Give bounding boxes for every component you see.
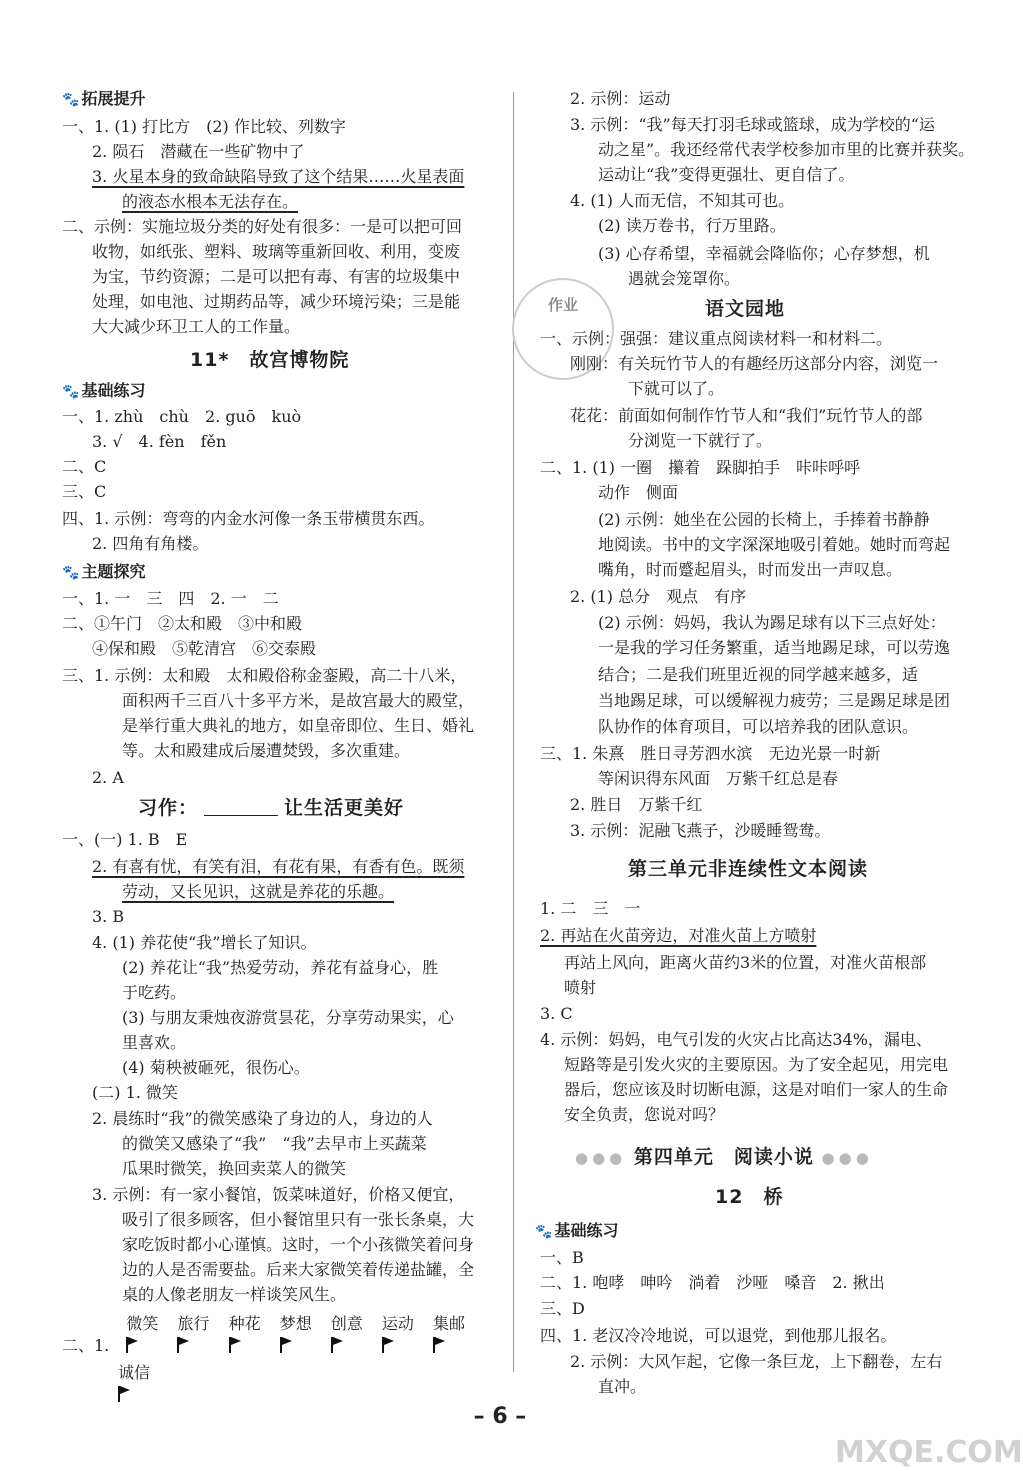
paw-icon: 🐾 (62, 92, 80, 108)
answer-line: 一是我的学习任务繁重，适当地踢足球，可以劳逸 (598, 638, 951, 657)
answer-line: 面积两千三百八十多平方米，是故宫最大的殿堂， (122, 691, 475, 710)
answer-line: 器后，您应该及时切断电源，这是对咱们一家人的生命 (564, 1080, 949, 1099)
answer-line: 喷射 (564, 978, 597, 997)
lesson-title: 11* 故宫博物院 (190, 349, 350, 371)
answer-line: (2) 示例：她坐在公园的长椅上，手捧着书静静 (598, 510, 930, 529)
answer-line: 吸引了很多顾客，但小餐馆里只有一张长条桌，大 (122, 1210, 475, 1229)
flag-row (62, 1313, 465, 1357)
answer-line: 遇就会笼罩你。 (628, 269, 741, 288)
answer-line: 二、①午门 ②太和殿 ③中和殿 (62, 614, 303, 633)
answer-line: 桌的人像老朋友一样谈笑风生。 (122, 1285, 347, 1304)
answer-line: 等闲识得东风面 万紫千红总是春 (598, 769, 839, 788)
answer-line: 3. C (540, 1004, 573, 1023)
watermark: MXQE.COM (835, 1435, 1023, 1470)
flag-icon (229, 1337, 245, 1351)
section-heading-theme: 🐾 主题探究 (62, 562, 146, 581)
answer-line: 3. √ 4. fèn fěn (92, 432, 227, 451)
answer-line: 2. 有喜有忧，有笑有泪，有花有果，有香有色。既须 (92, 857, 465, 876)
answer-line: 2. (1) 总分 观点 有序 (570, 587, 747, 606)
flag-icon (177, 1337, 193, 1351)
answer-line: 劳动，又长见识，这就是养花的乐趣。 (122, 882, 395, 901)
flag-icon (280, 1337, 296, 1351)
answer-line: 等。太和殿建成后屡遭焚毁，多次重建。 (122, 741, 411, 760)
answer-line: (二) 1. 微笑 (92, 1083, 178, 1102)
answer-line: 三、D (540, 1299, 585, 1318)
unit3-title: 第三单元非连续性文本阅读 (628, 858, 869, 880)
column-divider (513, 92, 514, 1372)
answer-line: 瓜果时微笑，换回卖菜人的微笑 (122, 1159, 347, 1178)
answer-line: 运动让“我”变得更强壮、更自信了。 (598, 165, 855, 184)
answer-line: 四、1. 示例：弯弯的内金水河像一条玉带横贯东西。 (62, 509, 435, 528)
flag-item: 梦想 (280, 1313, 312, 1357)
answer-line: 三、1. 朱熹 胜日寻芳泗水滨 无边光景一时新 (540, 744, 881, 763)
answer-line: 里喜欢。 (122, 1033, 187, 1052)
paw-icon: 🐾 (535, 1224, 553, 1240)
paw-icon: 🐾 (62, 384, 80, 400)
answer-line: 的微笑又感染了“我” “我”去早市上买蔬菜 (122, 1134, 427, 1153)
answer-line: 4. (1) 养花使“我”增长了知识。 (92, 933, 317, 952)
answer-line: 安全负责，您说对吗？ (564, 1105, 725, 1124)
answer-line: 花花：前面如何制作竹节人和“我们”玩竹节人的部 (570, 406, 923, 425)
answer-line: 一、1. (1) 打比方 (2) 作比较、列数字 (62, 117, 346, 136)
answer-line: 2. 晨练时“我”的微笑感染了身边的人，身边的人 (92, 1109, 433, 1128)
unit4-title: ●●● 第四单元 阅读小说 ●●● (575, 1146, 873, 1168)
answer-line: 一、B (540, 1248, 584, 1267)
answer-line: 一、1. 一 三 四 2. 一 二 (62, 589, 279, 608)
answer-line: 2. 胜日 万紫千红 (570, 795, 703, 814)
decor-dots: ●●● (821, 1149, 873, 1167)
answer-line: 2. 四角有角楼。 (92, 534, 209, 553)
answer-line: 队协作的体育项目，可以培养我的团队意识。 (598, 717, 919, 736)
writing-title: 习作： 让生活更美好 (138, 797, 405, 819)
answer-line: 直冲。 (598, 1377, 647, 1396)
answer-line: 3. 火星本身的致命缺陷导致了这个结果……火星表面 (92, 167, 465, 186)
answer-line: 1. 二 三 一 (540, 899, 641, 918)
answer-line: 二、1. (1) 一圈 攥着 跺脚拍手 咔咔呼呼 (540, 458, 861, 477)
answer-line: 于吃药。 (122, 983, 187, 1002)
section-heading-basic: 🐾 基础练习 (535, 1221, 619, 1240)
answer-line: 再站上风向，距离火苗约3米的位置，对准火苗根部 (564, 953, 927, 972)
answer-line: 边的人是否需要盐。后来大家微笑着传递盐罐，全 (122, 1260, 475, 1279)
answer-line: 2. 陨石 潜藏在一些矿物中了 (92, 142, 305, 161)
answer-line: (4) 菊秧被砸死，很伤心。 (122, 1058, 310, 1077)
decor-dots: ●●● (575, 1149, 627, 1167)
answer-line: 二、1. 咆哮 呻吟 淌着 沙哑 嗓音 2. 揪出 (540, 1273, 885, 1292)
answer-line: 4. 示例：妈妈，电气引发的火灾占比高达34%，漏电、 (540, 1030, 932, 1049)
stamp-seal: 作业 (512, 278, 614, 380)
answer-line: 3. 示例：“我”每天打羽毛球或篮球，成为学校的“运 (570, 115, 935, 134)
flag-item: 运动 (382, 1313, 414, 1357)
answer-line: 地阅读。书中的文字深深地吸引着她。她时而弯起 (598, 535, 951, 554)
answer-line: ④保和殿 ⑤乾清宫 ⑥交泰殿 (92, 639, 317, 658)
paw-icon: 🐾 (62, 565, 80, 581)
answer-line: 一、1. zhù chù 2. guō kuò (62, 407, 302, 426)
flag-icon (118, 1386, 134, 1400)
answer-line: 2. 示例：大风乍起，它像一条巨龙，上下翻卷，左右 (570, 1352, 943, 1371)
answer-line: 2. 再站在火苗旁边，对准火苗上方喷射 (540, 926, 817, 945)
section-title-garden: 语文园地 (705, 298, 786, 320)
answer-line: 四、1. 老汉冷冷地说，可以退党，到他那儿报名。 (540, 1326, 897, 1345)
answer-line: 下就可以了。 (628, 379, 725, 398)
flag-icon (433, 1337, 449, 1351)
answer-line: 处理，如电池、过期药品等，减少环境污染；三是能 (92, 292, 461, 311)
answer-line: 2. 示例：运动 (570, 89, 671, 108)
answer-line: 是举行重大典礼的地方，如皇帝即位、生日、婚礼 (122, 716, 475, 735)
answer-line: 三、1. 示例：太和殿 太和殿俗称金銮殿，高二十八米， (62, 666, 467, 685)
flag-item: 集邮 (433, 1313, 465, 1357)
flag-item: 旅行 (177, 1313, 209, 1357)
answer-line: 嘴角，时而蹙起眉头，时而发出一声叹息。 (598, 560, 903, 579)
answer-prefix: 二、1. (62, 1336, 110, 1355)
flag-item: 种花 (229, 1313, 261, 1357)
answer-line: 动作 侧面 (598, 483, 679, 502)
answer-line: 收物，如纸张、塑料、玻璃等重新回收、利用，变废 (92, 242, 461, 261)
answer-line: (2) 读万卷书，行万里路。 (598, 216, 786, 235)
answer-line: 二、C (62, 457, 107, 476)
answer-line: 当地踢足球，可以缓解视力疲劳；三是踢足球是团 (598, 691, 951, 710)
flag-item: 微笑 (126, 1313, 158, 1357)
answer-line: 3. 示例：泥融飞燕子，沙暖睡鸳鸯。 (570, 821, 831, 840)
answer-line: 3. B (92, 907, 125, 926)
answer-line: 刚刚：有关玩竹节人的有趣经历这部分内容，浏览一 (570, 354, 939, 373)
answer-line: 二、示例：实施垃圾分类的好处有很多：一是可以把可回 (62, 217, 463, 236)
flag-item: 创意 (331, 1313, 363, 1357)
flag-icon (382, 1337, 398, 1351)
answer-line: (3) 与朋友秉烛夜游赏昙花，分享劳动果实，心 (122, 1008, 454, 1027)
answer-line: 短路等是引发火灾的主要原因。为了安全起见，用完电 (564, 1055, 949, 1074)
answer-line: 为宝，节约资源；二是可以把有毒、有害的垃圾集中 (92, 267, 461, 286)
page-number: – 6 – (473, 1404, 527, 1429)
answer-line: 的液态水根本无法存在。 (122, 192, 299, 211)
answer-line: (2) 示例：妈妈，我认为踢足球有以下三点好处： (598, 613, 946, 632)
answer-line: 结合；二是我们班里近视的同学越来越多，适 (598, 665, 919, 684)
section-heading-extension: 🐾 拓展提升 (62, 89, 146, 108)
answer-line: 大大减少环卫工人的工作量。 (92, 317, 301, 336)
flag-icon (126, 1337, 142, 1351)
answer-line: (2) 养花让“我”热爱劳动，养花有益身心，胜 (122, 958, 439, 977)
answer-line: 家吃饭时都小心谨慎。这时，一个小孩微笑着问身 (122, 1235, 475, 1254)
answer-line: 3. 示例：有一家小餐馆，饭菜味道好，价格又便宜， (92, 1185, 465, 1204)
flag-icon (331, 1337, 347, 1351)
answer-line: 4. (1) 人而无信，不知其可也。 (570, 191, 795, 210)
section-heading-basic: 🐾 基础练习 (62, 381, 146, 400)
answer-line: 三、C (62, 482, 107, 501)
answer-line: 一、示例：强强：建议重点阅读材料一和材料二。 (540, 329, 893, 348)
lesson-title: 12 桥 (715, 1186, 784, 1208)
answer-line: 2. A (92, 768, 124, 787)
blank-line (204, 797, 278, 816)
answer-line: 一、(一) 1. B E (62, 830, 188, 849)
flag-item: 诚信 (118, 1362, 150, 1406)
answer-line: 动之星”。我还经常代表学校参加市里的比赛并获奖。 (598, 140, 975, 159)
answer-line: (3) 心存希望，幸福就会降临你；心存梦想，机 (598, 244, 930, 263)
answer-line: 分浏览一下就行了。 (628, 431, 773, 450)
